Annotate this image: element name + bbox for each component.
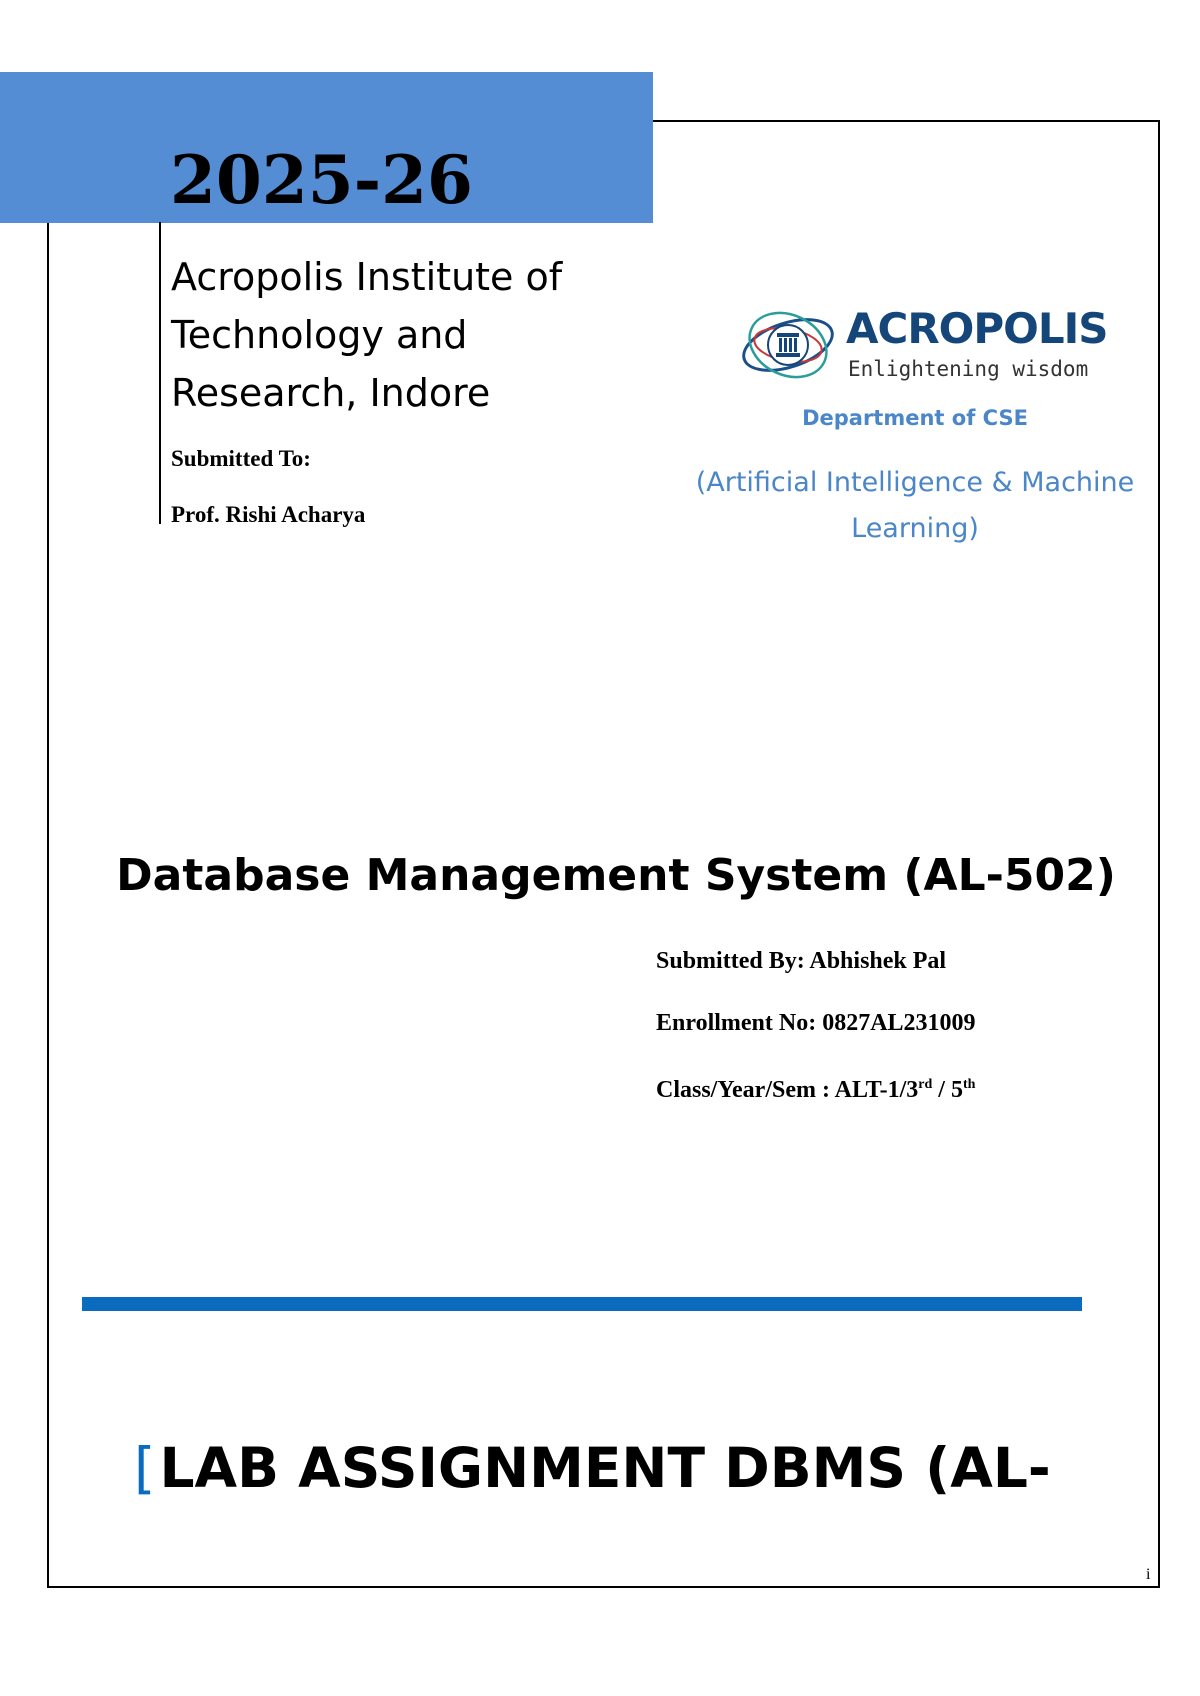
department-name: Department of CSE [802, 406, 1028, 430]
lab-assignment-title [134, 1432, 1051, 1504]
submitted-by-label: Submitted By: [656, 948, 805, 974]
section-divider [82, 1297, 1082, 1311]
year-suffix: rd [918, 1077, 933, 1092]
page-marker: i [1146, 1566, 1151, 1583]
class-value: ALT-1 [834, 1077, 900, 1103]
acropolis-logo [738, 300, 1108, 390]
student-name: Abhishek Pal [809, 948, 947, 974]
institute-name: Acropolis Institute of Technology and Research, Indore [171, 255, 563, 415]
logo-tagline: Enlightening wisdom [848, 357, 1089, 381]
submitted-to-label: Submitted To: [171, 446, 311, 471]
course-title: Database Management System (AL-502) [116, 850, 1116, 901]
logo-name: ACROPOLIS [846, 304, 1108, 353]
academic-year: 2025-26 [170, 141, 473, 219]
semester-suffix: th [962, 1077, 976, 1092]
enrollment-number: 0827AL231009 [822, 1010, 976, 1036]
title-bracket: [ [134, 1436, 156, 1500]
semester-number: 5 [950, 1077, 963, 1103]
student-info [656, 945, 976, 1136]
submitted-by-line [656, 945, 976, 977]
department-specialization: (Artificial Intelligence & Machine Learning) [695, 467, 1135, 544]
enrollment-line [656, 1007, 976, 1039]
lab-assignment-text: LAB ASSIGNMENT DBMS (AL- [159, 1436, 1051, 1500]
year-number: 3 [906, 1077, 919, 1103]
enrollment-label: Enrollment No: [656, 1010, 817, 1036]
class-label: Class/Year/Sem : [656, 1077, 830, 1103]
class-line: Class/Year/Sem : ALT-1/3rd / 5th [656, 1077, 976, 1103]
acropolis-emblem-icon [738, 300, 838, 390]
professor-name: Prof. Rishi Acharya [171, 502, 366, 527]
sidebar-rule [159, 222, 161, 524]
